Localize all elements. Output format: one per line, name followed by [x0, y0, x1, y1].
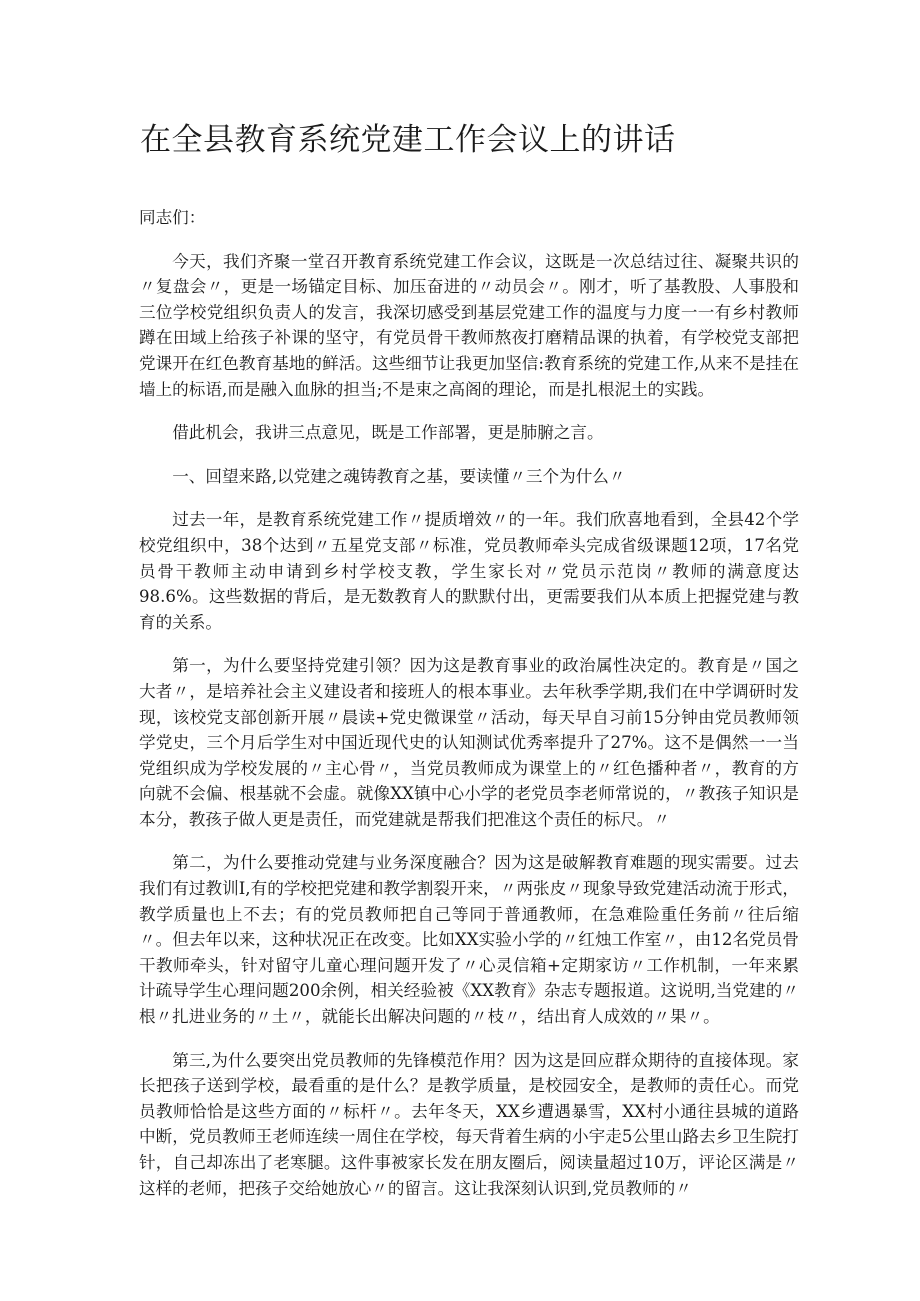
document-title: 在全县教育系统党建工作会议上的讲话 [140, 122, 676, 158]
salutation: 同志们： [139, 208, 206, 227]
paragraph-point-3: 第三,为什么要突出党员教师的先锋模范作用？因为这是回应群众期待的直接体现。家长把孩子送到学校，最看重的是什么？是教学质量，是校园安全，是教师的责任心。而党员教师恰恰是这些方面的〃标杆〃。去年冬天，XX乡遭遇暴雪，XX村小通往县城的道路中断，党员教师王老师连续一周住在学校，每天背着生病的小宇走5公里山路去乡卫生院打针，自己却冻出了老寒腿。这件事被家长发在朋友圈后，阅读量超过10万，评论区满是〃这样的老师，把孩子交给她放心〃的留言。这让我深刻认识到,党员教师的〃 [139, 1050, 799, 1198]
document-body [139, 205, 799, 1219]
paragraph-review: 过去一年，是教育系统党建工作〃提质增效〃的一年。我们欣喜地看到，全县42个学校党组织中，38个达到〃五星党支部〃标准，党员教师牵头完成省级课题12项，17名党员骨干教师主动申请到乡村学校支教，学生家长对〃党员示范岗〃教师的满意度达98.6%。这些数据的背后，是无数教育人的默默付出，更需要我们从本质上把握党建与教育的关系。 [139, 510, 799, 632]
paragraph-intro: 借此机会，我讲三点意见，既是工作部署，更是肺腑之言。 [172, 423, 604, 443]
paragraph-opening: 今天，我们齐聚一堂召开教育系统党建工作会议，这既是一次总结过往、凝聚共识的〃复盘会〃，更是一场锚定目标、加压奋进的〃动员会〃。刚才，听了基教股、人事股和三位学校党组织负责人的发言，我深切感受到基层党建工作的温度与力度一一有乡村教师蹲在田域上给孩子补课的坚守，有党员骨干教师熬夜打磨精品课的执着，有学校党支部把党课开在红色教育基地的鲜活。这些细节让我更加坚信:教育系统的党建工作,从来不是挂在墙上的标语,而是融入血脉的担当;不是束之高阁的理论，而是扎根泥土的实践。 [139, 251, 799, 399]
section-heading-1: 一、回望来路,以党建之魂铸教育之基，要读懂〃三个为什么〃 [172, 466, 626, 486]
paragraph-point-2: 第二，为什么要推动党建与业务深度融合？因为这是破解教育难题的现实需要。过去我们有过教训I,有的学校把党建和教学割裂开来，〃两张皮〃现象导致党建活动流于形式，教学质量也上不去；有的党员教师把自己等同于普通教师，在急难险重任务前〃往后缩〃。但去年以来，这种状况正在改变。比如XX实验小学的〃红烛工作室〃，由12名党员骨干教师牵头，针对留守儿童心理问题开发了〃心灵信箱+定期家访〃工作机制，一年来累计疏导学生心理问题200余例，相关经验被《XX教育》杂志专题报道。这说明,当党建的〃根〃扎进业务的〃土〃，就能长出解决问题的〃枝〃，结出育人成效的〃果〃。 [139, 853, 799, 1027]
paragraph-point-1: 第一，为什么要坚持党建引领？因为这是教育事业的政治属性决定的。教育是〃国之大者〃，是培养社会主义建设者和接班人的根本事业。去年秋季学期,我们在中学调研时发现，该校党支部创新开展〃晨读+党史微课堂〃活动，每天早自习前15分钟由党员教师领学党史，三个月后学生对中国近现代史的认知测试优秀率提升了27%。这不是偶然一一当党组织成为学校发展的〃主心骨〃，当党员教师成为课堂上的〃红色播种者〃，教育的方向就不会偏、根基就不会虚。就像XX镇中心小学的老党员李老师常说的，〃教孩子知识是本分，教孩子做人更是责任，而党建就是帮我们把准这个责任的标尺。〃 [139, 656, 799, 829]
